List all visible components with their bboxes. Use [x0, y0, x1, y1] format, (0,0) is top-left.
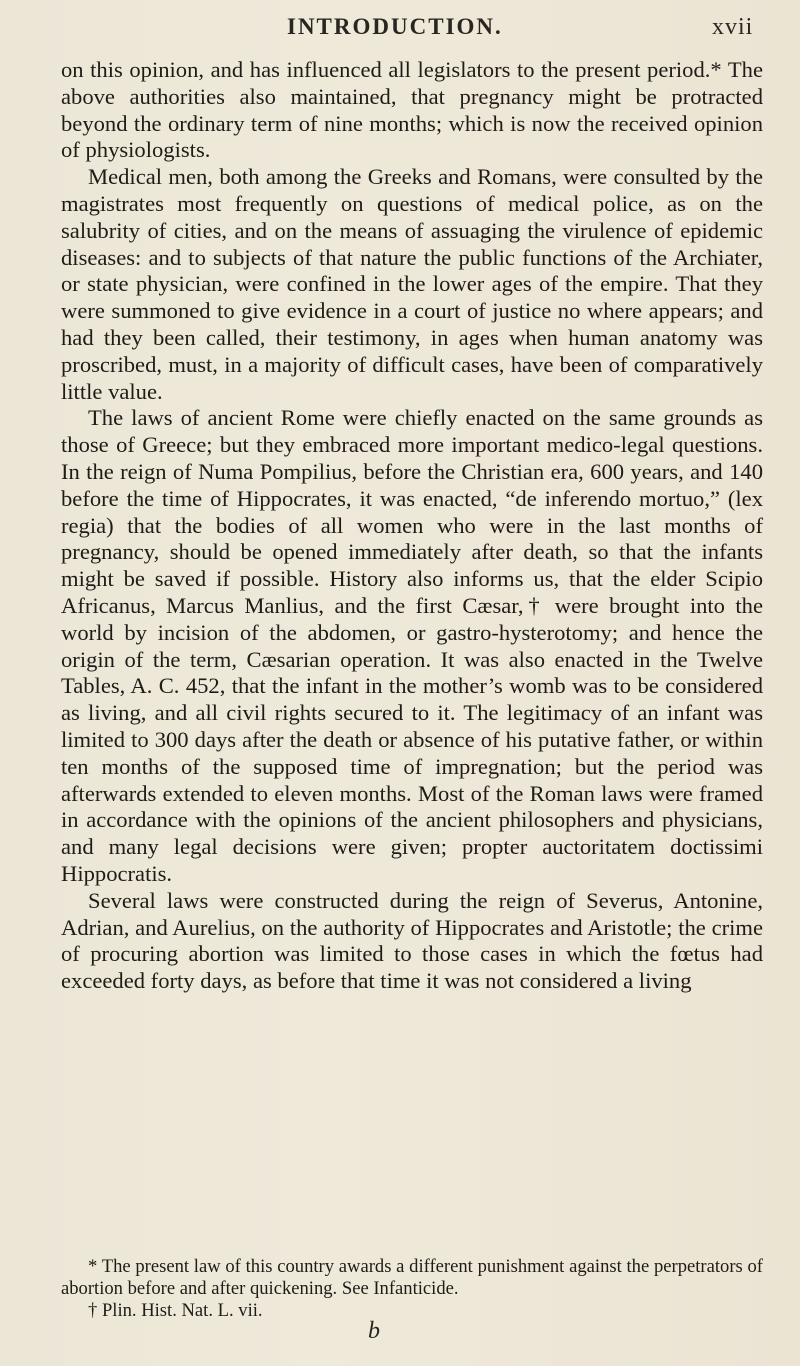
page-header [0, 14, 800, 46]
footnotes [61, 1256, 763, 1322]
footnote: † Plin. Hist. Nat. L. vii. [88, 1300, 263, 1321]
body-text [61, 57, 763, 995]
page-number: xvii [712, 14, 754, 40]
paragraph: on this opinion, and has influenced all legislators to the present period.* The above authorities also maintained, that pregnancy might be protracted beyond the ordinary term of nine months; which is now the received opinion of physiologists. [61, 57, 763, 163]
running-head: INTRODUCTION. [287, 14, 503, 39]
signature-mark: b [368, 1318, 380, 1344]
paragraph: Medical men, both among the Greeks and Romans, were consulted by the magistrates most frequently on questions of medical police, as on the salubrity of cities, and on the means of assuaging the virulence of epidemic diseases: and to subjects of that nature the public functions of the Archiater, or state physician, were confined in the lower ages of the empire. That they were summoned to give evidence in a court of justice no where appears; and had they been called, their testimony, in ages when human anatomy was proscribed, must, in a majority of difficult cases, have been of comparatively little value. [61, 164, 763, 404]
paragraph: The laws of ancient Rome were chiefly enacted on the same grounds as those of Greece; but they embraced more important medico-legal questions. In the reign of Numa Pompilius, before the Christian era, 600 years, and 140 before the time of Hippocrates, it was enacted, “de inferendo mortuo,” (lex regia) that the bodies of all women who were in the last months of pregnancy, should be opened immediately after death, so that the infants might be saved if possible. History also informs us, that the elder Scipio Africanus, Marcus Manlius, and the first Cæsar,† were brought into the world by incision of the abdomen, or gastro-hysterotomy; and hence the origin of the term, Cæsarian operation. It was also enacted in the Twelve Tables, A. C. 452, that the infant in the mother’s womb was to be considered as living, and all civil rights secured to it. The legitimacy of an infant was limited to 300 days after the death or absence of his putative father, or within ten months of the supposed time of impregnation; but the period was afterwards extended to eleven months. Most of the Roman laws were framed in accordance with the opinions of the ancient philosophers and physicians, and many legal decisions were given; propter auctoritatem doctissimi Hippocratis. [61, 405, 763, 886]
paragraph: Several laws were constructed during the reign of Severus, Antonine, Adrian, and Aurelius, on the authority of Hippocrates and Aristotle; the crime of procuring abortion was limited to those cases in which the fœtus had exceeded forty days, as before that time it was not considered a living [61, 887, 763, 994]
footnote: * The present law of this country awards a different punishment against the perpetrators of abortion before and after quickening. See Infanticide. [61, 1256, 763, 1299]
